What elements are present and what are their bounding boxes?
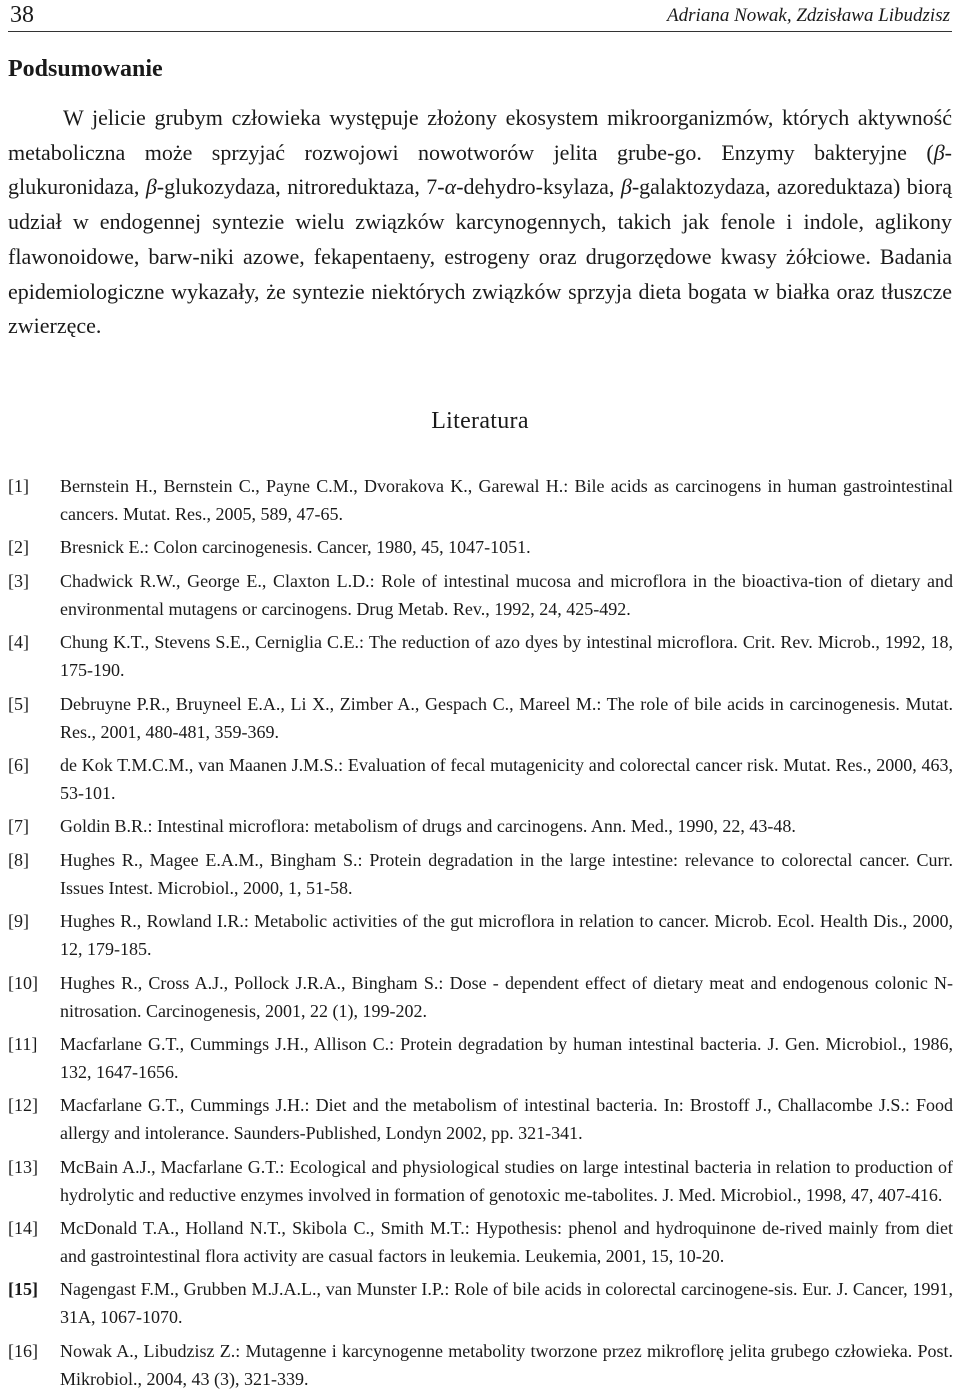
reference-number: [15] [8,1279,38,1300]
reference-text: McDonald T.A., Holland N.T., Skibola C., Smith M.T.: Hypothesis: phenol and hydroquinone de-rived mainly from diet and gastrointestinal flora activity are casual factors in leukemia. Leukemia, 2001, 15, 10-20. [60,1218,953,1267]
reference-text: Macfarlane G.T., Cummings J.H., Allison C.: Protein degradation by human intestinal bacteria. J. Gen. Microbiol., 1986, 132, 1647-1656. [60,1033,953,1082]
reference-item [8,1153,953,1209]
running-head-authors: Adriana Nowak, Zdzisława Libudzisz [667,5,950,26]
literature-heading: Literatura [431,408,529,434]
greek-alpha: α [444,174,457,200]
reference-text: Macfarlane G.T., Cummings J.H.: Diet and the metabolism of intestinal bacteria. In: Brostoff J., Challacombe J.S.: Food allergy and intolerance. Saunders-Published, Londyn 2002, pp. 321-341. [60,1095,953,1144]
reference-number: [2] [8,537,29,558]
reference-item [8,751,953,807]
reference-number: [5] [8,693,29,714]
reference-item [8,969,953,1025]
reference-item [8,628,953,684]
reference-text: Goldin B.R.: Intestinal microflora: metabolism of drugs and carcinogens. Ann. Med., 1990, 22, 43-48. [60,816,796,837]
reference-number: [6] [8,754,29,775]
reference-number: [14] [8,1218,38,1239]
reference-number: [11] [8,1033,38,1054]
reference-text: Chadwick R.W., George E., Claxton L.D.: Role of intestinal mucosa and microflora in the bioactiva-tion of dietary and environmental mutagens or carcinogens. Drug Metab. Rev., 1992, 24, 425-492. [60,570,953,619]
reference-number: [4] [8,632,29,653]
summary-paragraph [8,101,952,344]
summary-text: W jelicie grubym człowieka występuje złożony ekosystem mikroorganizmów, których aktywność metaboliczna może sprzyjać rozwojowi nowotworów jelita grube-go. Enzymy bakteryjne ( [8,105,952,165]
reference-number: [10] [8,972,38,993]
reference-number: [16] [8,1340,38,1361]
reference-item [8,1091,953,1147]
reference-list [8,472,953,1398]
reference-item [8,907,953,963]
summary-text: -glukozydaza, nitroreduktaza, 7- [156,174,445,200]
summary-text: -dehydro-ksylaza, [456,174,621,200]
reference-item [8,1337,953,1393]
reference-item [8,1030,953,1086]
reference-item [8,690,953,746]
page-number: 38 [10,2,34,28]
summary-heading: Podsumowanie [8,56,163,82]
reference-number: [12] [8,1095,38,1116]
reference-item [8,812,953,840]
reference-number: [1] [8,476,29,496]
reference-text: Hughes R., Rowland I.R.: Metabolic activities of the gut microflora in relation to cancer. Microb. Ecol. Health Dis., 2000, 12, 179-185. [60,911,953,960]
reference-text: de Kok T.M.C.M., van Maanen J.M.S.: Evaluation of fecal mutagenicity and colorectal cancer risk. Mutat. Res., 2000, 463, 53-101. [60,754,953,803]
reference-text: Nowak A., Libudzisz Z.: Mutagenne i karcynogenne metabolity tworzone przez mikroflorę jelita grubego człowieka. Post. Mikrobiol., 2004, 43 (3), 321-339. [60,1340,953,1389]
reference-text: Bernstein H., Bernstein C., Payne C.M., Dvorakova K., Garewal H.: Bile acids as carcinogens in human gastrointestinal cancers. Mutat. Res., 2005, 589, 47-65. [60,476,953,524]
reference-number: [13] [8,1156,38,1177]
reference-text: Hughes R., Magee E.A.M., Bingham S.: Protein degradation in the large intestine: relevance to colorectal cancer. Curr. Issues Intest. Microbiol., 2000, 1, 51-58. [60,849,953,898]
summary-text: -galaktozydaza, azoreduktaza) biorą udział w endogennej syntezie wielu związków karcynogennych, takich jak fenole i indole, aglikony flawonoidowe, barw-niki azowe, fekapentaeny, estrogeny oraz drugorzędowe kwasy żółciowe. Badania epidemiologiczne wykazały, że syntezie niektórych związków sprzyja dieta bogata w białka oraz tłuszcze zwierzęce. [8,174,952,339]
reference-item [8,472,953,528]
reference-text: McBain A.J., Macfarlane G.T.: Ecological and physiological studies on large intestinal bacteria in relation to production of hydrolytic and reductive enzymes involved in formation of genotoxic me-tabolites. J. Med. Microbiol., 1998, 47, 407-416. [60,1156,953,1205]
greek-beta: β [933,139,945,165]
reference-text: Debruyne P.R., Bruyneel E.A., Li X., Zimber A., Gespach C., Mareel M.: The role of bile acids in carcinogenesis. Mutat. Res., 2001, 480-481, 359-369. [60,693,953,742]
reference-item [8,1275,953,1331]
greek-beta: β [620,174,632,200]
reference-item [8,1214,953,1270]
page-header [8,0,952,32]
reference-text: Nagengast F.M., Grubben M.J.A.L., van Munster I.P.: Role of bile acids in colorectal carcinogene-sis. Eur. J. Cancer, 1991, 31A, 1067-1070. [60,1279,953,1328]
reference-number: [8] [8,849,29,870]
reference-number: [3] [8,570,29,591]
reference-text: Hughes R., Cross A.J., Pollock J.R.A., Bingham S.: Dose - dependent effect of dietary meat and endogenous colonic N-nitrosation. Carcinogenesis, 2001, 22 (1), 199-202. [60,972,953,1021]
reference-item [8,533,953,561]
reference-item [8,567,953,623]
reference-number: [9] [8,911,29,932]
reference-text: Chung K.T., Stevens S.E., Cerniglia C.E.: The reduction of azo dyes by intestinal microflora. Crit. Rev. Microb., 1992, 18, 175-190. [60,632,953,681]
reference-text: Bresnick E.: Colon carcinogenesis. Cancer, 1980, 45, 1047-1051. [60,537,531,558]
reference-number: [7] [8,816,29,837]
reference-item [8,846,953,902]
summary-text: -glukuronidaza, [8,139,952,200]
greek-beta: β [145,174,157,200]
